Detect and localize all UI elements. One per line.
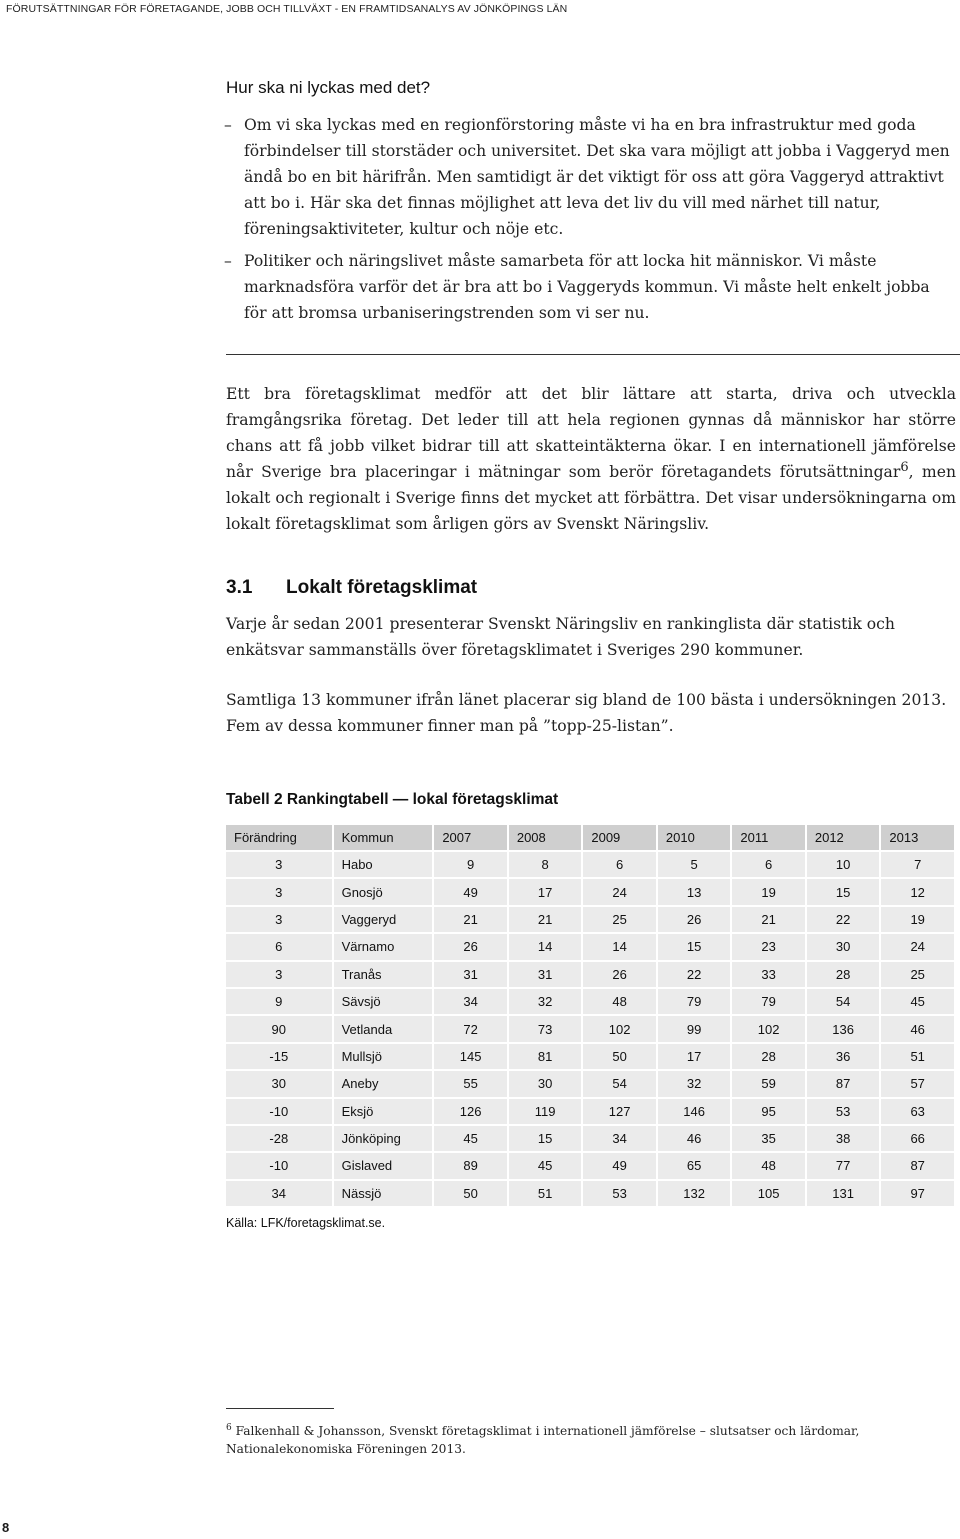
rank-cell: 28 — [732, 1044, 804, 1069]
rank-cell: 38 — [807, 1126, 880, 1151]
rank-cell: 87 — [807, 1071, 880, 1096]
rank-cell: 66 — [881, 1126, 954, 1151]
table-row — [226, 1126, 954, 1151]
main-content — [226, 78, 956, 1230]
rank-cell: 54 — [807, 989, 880, 1014]
table-row — [226, 1044, 954, 1069]
municipality-cell: Jönköping — [334, 1126, 433, 1151]
table-row — [226, 934, 954, 959]
col-header: Kommun — [334, 825, 433, 850]
rank-cell: 51 — [509, 1181, 582, 1206]
municipality-cell: Eksjö — [334, 1099, 433, 1124]
change-cell: 3 — [226, 907, 332, 932]
table-row — [226, 1153, 954, 1178]
rank-cell: 5 — [658, 852, 731, 877]
rank-cell: 12 — [881, 879, 954, 904]
rank-cell: 46 — [881, 1016, 954, 1041]
rank-cell: 15 — [509, 1126, 582, 1151]
col-header: 2011 — [732, 825, 804, 850]
municipality-cell: Gnosjö — [334, 879, 433, 904]
rank-cell: 127 — [583, 1099, 656, 1124]
section-heading — [226, 577, 956, 599]
rank-cell: 81 — [509, 1044, 582, 1069]
rank-cell: 6 — [583, 852, 656, 877]
change-cell: 90 — [226, 1016, 332, 1041]
change-cell: 30 — [226, 1071, 332, 1096]
rank-cell: 97 — [881, 1181, 954, 1206]
section-paragraph-2: Samtliga 13 kommuner ifrån länet placerar sig bland de 100 bästa i undersökningen 2013. Fem av dessa kommuner finner man på ”topp-25-listan”. — [226, 691, 947, 735]
change-cell: 3 — [226, 962, 332, 987]
rank-cell: 24 — [583, 879, 656, 904]
municipality-cell: Värnamo — [334, 934, 433, 959]
col-header: 2013 — [881, 825, 954, 850]
page-number: 8 — [2, 1520, 10, 1535]
rank-cell: 45 — [881, 989, 954, 1014]
rank-cell: 22 — [807, 907, 880, 932]
rank-cell: 79 — [658, 989, 731, 1014]
business-climate-paragraph — [226, 381, 956, 537]
rank-cell: 49 — [434, 879, 507, 904]
municipality-cell: Vetlanda — [334, 1016, 433, 1041]
rank-cell: 57 — [881, 1071, 954, 1096]
rank-cell: 102 — [732, 1016, 804, 1041]
rank-cell: 19 — [732, 879, 804, 904]
footnote-ref[interactable]: 6 — [900, 459, 909, 475]
rank-cell: 34 — [434, 989, 507, 1014]
rank-cell: 50 — [583, 1044, 656, 1069]
rank-cell: 48 — [583, 989, 656, 1014]
municipality-cell: Habo — [334, 852, 433, 877]
change-cell: -10 — [226, 1153, 332, 1178]
col-header: 2012 — [807, 825, 880, 850]
table-body — [226, 852, 954, 1206]
rank-cell: 51 — [881, 1044, 954, 1069]
municipality-cell: Aneby — [334, 1071, 433, 1096]
rank-cell: 131 — [807, 1181, 880, 1206]
rank-cell: 10 — [807, 852, 880, 877]
rank-cell: 132 — [658, 1181, 731, 1206]
municipality-cell: Nässjö — [334, 1181, 433, 1206]
rank-cell: 65 — [658, 1153, 731, 1178]
table-row — [226, 1016, 954, 1041]
rank-cell: 31 — [434, 962, 507, 987]
quote-dash: – — [224, 252, 232, 270]
rank-cell: 54 — [583, 1071, 656, 1096]
change-cell: 34 — [226, 1181, 332, 1206]
rank-cell: 45 — [509, 1153, 582, 1178]
footnote-number: 6 — [226, 1422, 232, 1433]
rank-cell: 22 — [658, 962, 731, 987]
change-cell: 3 — [226, 852, 332, 877]
municipality-cell: Vaggeryd — [334, 907, 433, 932]
table-header-row — [226, 825, 954, 850]
rank-cell: 33 — [732, 962, 804, 987]
rank-cell: 73 — [509, 1016, 582, 1041]
municipality-cell: Tranås — [334, 962, 433, 987]
section-paragraph-1: Varje år sedan 2001 presenterar Svenskt Näringsliv en rankinglista där statistik och enkätsvar sammanställs över företagsklimatet i Sveriges 290 kommuner. — [226, 615, 895, 659]
rank-cell: 9 — [434, 852, 507, 877]
rank-cell: 102 — [583, 1016, 656, 1041]
rank-cell: 53 — [583, 1181, 656, 1206]
col-header: 2008 — [509, 825, 582, 850]
paragraph-text-b: , men lokalt och regionalt i Sverige finns det mycket att förbättra. Det visar undersökningarna om lokalt företagsklimat som årligen görs av Svenskt Näringsliv. — [226, 463, 956, 533]
rank-cell: 31 — [509, 962, 582, 987]
ranking-table — [224, 823, 956, 1208]
rank-cell: 26 — [658, 907, 731, 932]
table-row — [226, 989, 954, 1014]
section-divider — [226, 354, 960, 355]
rank-cell: 126 — [434, 1099, 507, 1124]
rank-cell: 15 — [658, 934, 731, 959]
rank-cell: 19 — [881, 907, 954, 932]
rank-cell: 45 — [434, 1126, 507, 1151]
table-row — [226, 907, 954, 932]
rank-cell: 14 — [583, 934, 656, 959]
rank-cell: 28 — [807, 962, 880, 987]
rank-cell: 13 — [658, 879, 731, 904]
table-row — [226, 1071, 954, 1096]
municipality-cell: Gislaved — [334, 1153, 433, 1178]
section-number: 3.1 — [226, 577, 253, 598]
rank-cell: 8 — [509, 852, 582, 877]
rank-cell: 21 — [509, 907, 582, 932]
rank-cell: 35 — [732, 1126, 804, 1151]
municipality-cell: Mullsjö — [334, 1044, 433, 1069]
col-header: Förändring — [226, 825, 332, 850]
rank-cell: 7 — [881, 852, 954, 877]
interview-heading: Hur ska ni lyckas med det? — [226, 78, 431, 97]
running-header: FÖRUTSÄTTNINGAR FÖR FÖRETAGANDE, JOBB OCH TILLVÄXT - EN FRAMTIDSANALYS AV JÖNKÖPINGS LÄN — [6, 3, 568, 15]
rank-cell: 53 — [807, 1099, 880, 1124]
change-cell: -15 — [226, 1044, 332, 1069]
rank-cell: 99 — [658, 1016, 731, 1041]
rank-cell: 21 — [434, 907, 507, 932]
rank-cell: 23 — [732, 934, 804, 959]
rank-cell: 25 — [881, 962, 954, 987]
col-header: 2010 — [658, 825, 731, 850]
municipality-cell: Sävsjö — [334, 989, 433, 1014]
rank-cell: 17 — [509, 879, 582, 904]
rank-cell: 145 — [434, 1044, 507, 1069]
rank-cell: 87 — [881, 1153, 954, 1178]
rank-cell: 59 — [732, 1071, 804, 1096]
change-cell: 9 — [226, 989, 332, 1014]
paragraph-text-a: Ett bra företagsklimat medför att det blir lättare att starta, driva och utveckla framgångsrika företag. Det leder till att hela regionen gynnas då människor har större chans att få jobb vilket bidrar till att skatteintäkterna ökar. I en internationell jämförelse når Sverige bra placeringar i mätningar som berör företagandets förutsättningar — [226, 385, 956, 481]
rank-cell: 30 — [807, 934, 880, 959]
rank-cell: 30 — [509, 1071, 582, 1096]
table-source: Källa: LFK/foretagsklimat.se. — [226, 1216, 386, 1231]
col-header: 2009 — [583, 825, 656, 850]
rank-cell: 32 — [509, 989, 582, 1014]
rank-cell: 49 — [583, 1153, 656, 1178]
rank-cell: 46 — [658, 1126, 731, 1151]
rank-cell: 95 — [732, 1099, 804, 1124]
rank-cell: 105 — [732, 1181, 804, 1206]
table-row — [226, 852, 954, 877]
rank-cell: 79 — [732, 989, 804, 1014]
rank-cell: 36 — [807, 1044, 880, 1069]
change-cell: 6 — [226, 934, 332, 959]
rank-cell: 50 — [434, 1181, 507, 1206]
rank-cell: 15 — [807, 879, 880, 904]
footnote-divider — [226, 1408, 334, 1409]
quote-2 — [226, 248, 956, 326]
table-row — [226, 1099, 954, 1124]
rank-cell: 48 — [732, 1153, 804, 1178]
quote-dash: – — [224, 116, 232, 134]
table-row — [226, 1181, 954, 1206]
section-title: Lokalt företagsklimat — [286, 577, 478, 598]
rank-cell: 6 — [732, 852, 804, 877]
rank-cell: 26 — [583, 962, 656, 987]
change-cell: -10 — [226, 1099, 332, 1124]
rank-cell: 146 — [658, 1099, 731, 1124]
rank-cell: 55 — [434, 1071, 507, 1096]
quote-text: Om vi ska lyckas med en regionförstoring måste vi ha en bra infrastruktur med goda förbindelser till storstäder och universitet. Det ska vara möjligt att jobba i Vaggeryd men ändå bo en bit härifrån. Men samtidigt är det viktigt för oss att göra Vaggeryd attraktivt att bo i. Här ska det finnas möjlighet att leva det liv du vill med närhet till natur, föreningsaktiviteter, kultur och nöje etc. — [244, 116, 950, 238]
table-row — [226, 879, 954, 904]
table-title: Tabell 2 Rankingtabell — lokal företagsklimat — [226, 791, 559, 808]
footnote-text: Falkenhall & Johansson, Svenskt företagsklimat i internationell jämförelse – slutsatser och lärdomar, Nationalekonomiska Föreningen 2013. — [226, 1424, 860, 1456]
change-cell: -28 — [226, 1126, 332, 1151]
change-cell: 3 — [226, 879, 332, 904]
rank-cell: 34 — [583, 1126, 656, 1151]
rank-cell: 17 — [658, 1044, 731, 1069]
quote-1 — [226, 112, 956, 242]
rank-cell: 89 — [434, 1153, 507, 1178]
rank-cell: 25 — [583, 907, 656, 932]
footnote — [226, 1422, 946, 1458]
col-header: 2007 — [434, 825, 507, 850]
rank-cell: 119 — [509, 1099, 582, 1124]
table-row — [226, 962, 954, 987]
rank-cell: 21 — [732, 907, 804, 932]
rank-cell: 26 — [434, 934, 507, 959]
rank-cell: 72 — [434, 1016, 507, 1041]
quote-text: Politiker och näringslivet måste samarbeta för att locka hit människor. Vi måste marknadsföra varför det är bra att bo i Vaggeryds kommun. Vi måste helt enkelt jobba för att bromsa urbaniseringstrenden som vi ser nu. — [244, 252, 930, 322]
rank-cell: 63 — [881, 1099, 954, 1124]
rank-cell: 136 — [807, 1016, 880, 1041]
rank-cell: 24 — [881, 934, 954, 959]
rank-cell: 32 — [658, 1071, 731, 1096]
rank-cell: 14 — [509, 934, 582, 959]
rank-cell: 77 — [807, 1153, 880, 1178]
